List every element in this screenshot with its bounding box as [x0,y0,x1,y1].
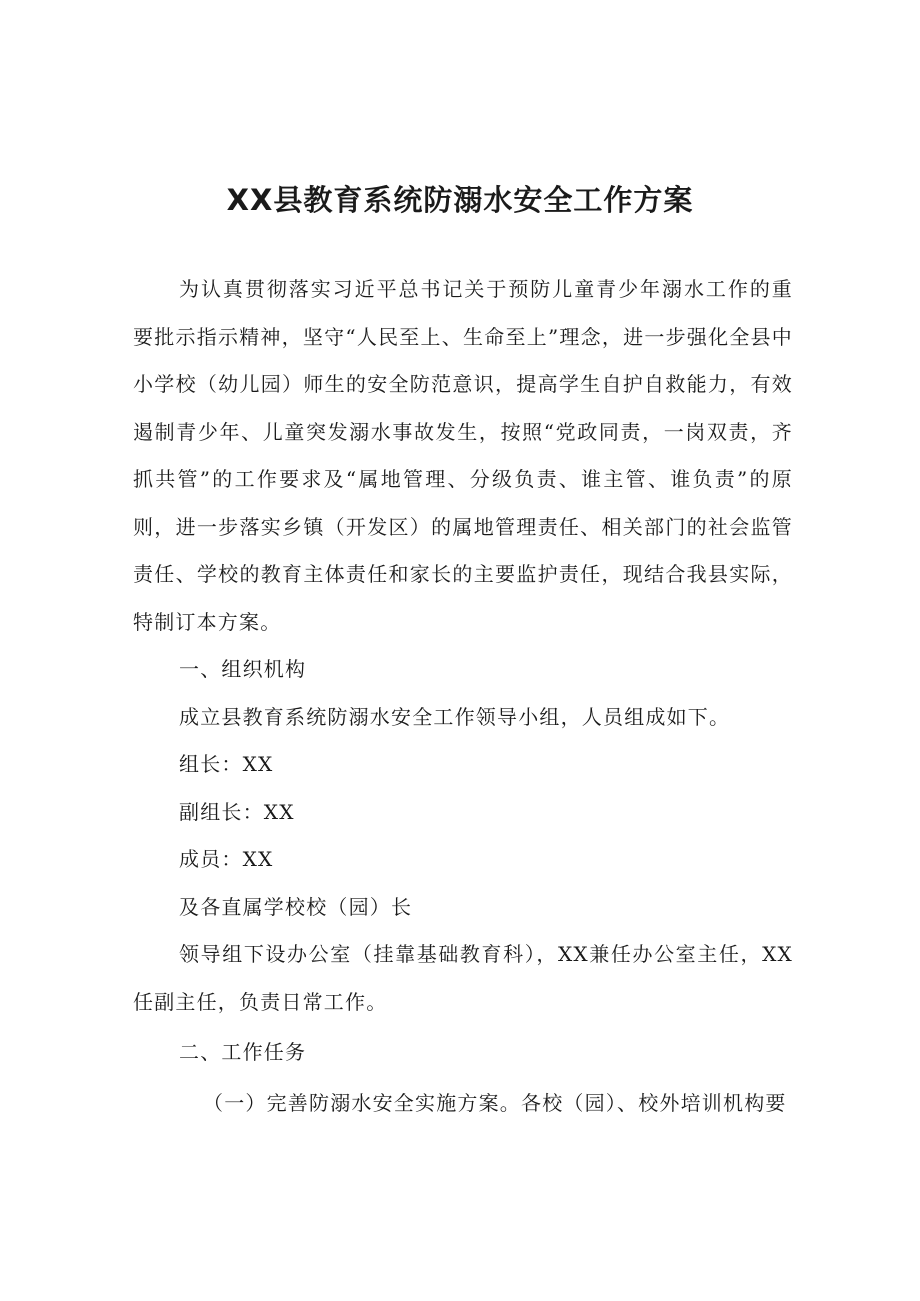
organization-intro: 成立县教育系统防溺水安全工作领导小组，人员组成如下。 [179,704,731,729]
document-body [133,266,793,1127]
leader-line: 组长：XX [179,752,274,776]
section-heading-tasks: 二、工作任务 [179,1040,307,1064]
task-item-1: （一）完善防溺水安全实施方案。各校（园）、校外培训机构要 [203,1090,787,1115]
members-line: 成员：XX [179,847,274,871]
office-paragraph: 领导组下设办公室（挂靠基础教育科），XX兼任办公室主任，XX任副主任，负责日常工作。 [133,942,793,1014]
members-extra-line: 及各直属学校校（园）长 [179,894,413,919]
deputy-leader-line: 副组长：XX [179,799,295,824]
section-heading-organization: 一、组织机构 [179,657,307,681]
intro-paragraph: 为认真贯彻落实习近平总书记关于预防儿童青少年溺水工作的重要批示指示精神，坚守“人民至上、生命至上”理念，进一步强化全县中小学校（幼儿园）师生的安全防范意识，提高学生自护自救能力，有效遏制青少年、儿童突发溺水事故发生，按照“党政同责，一岗双责，齐抓共管”的工作要求及“属地管理、分级负责、谁主管、谁负责”的原则，进一步落实乡镇（开发区）的属地管理责任、相关部门的社会监管责任、学校的教育主体责任和家长的主要监护责任，现结合我县实际，特制订本方案。 [133,277,793,634]
document-title: XX县教育系统防溺水安全工作方案 [226,183,694,217]
